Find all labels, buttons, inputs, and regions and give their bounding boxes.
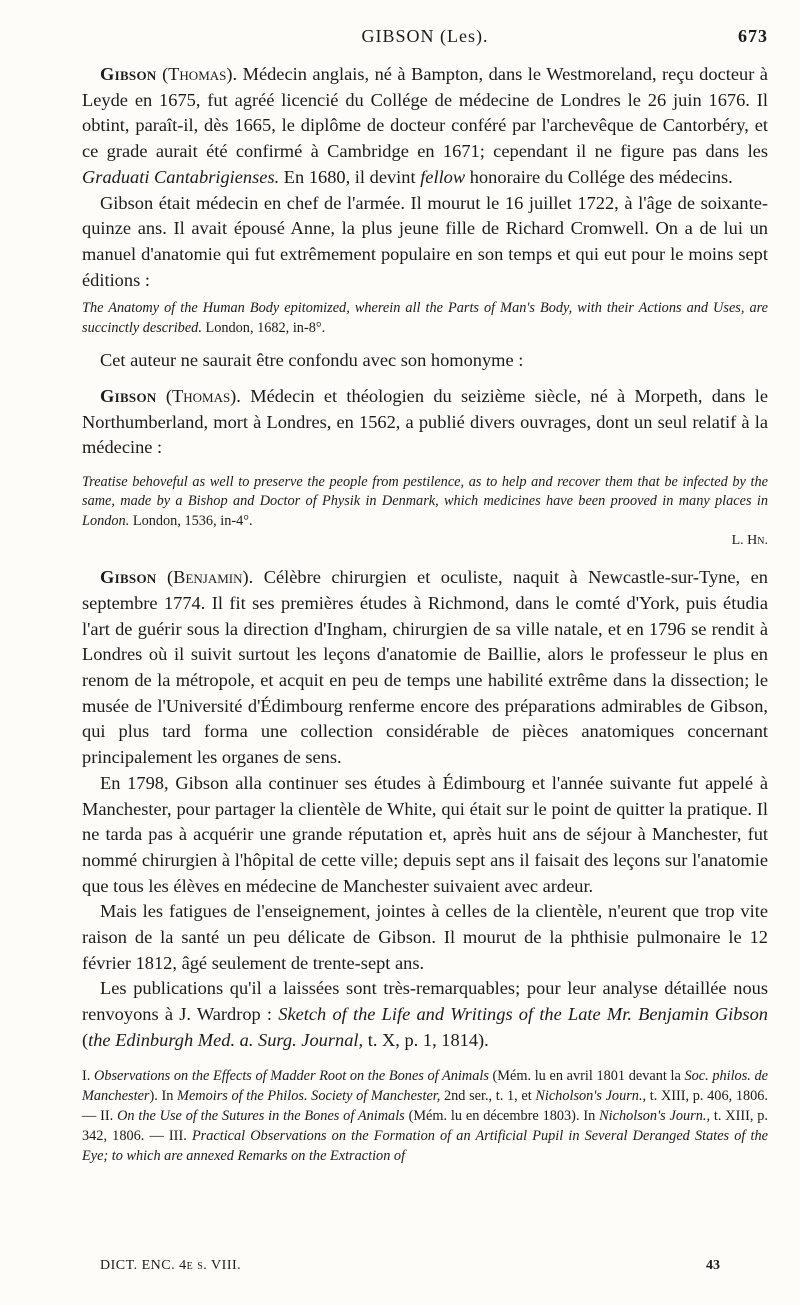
- entry-headword: Gibson: [100, 567, 157, 588]
- page-footer: [100, 1258, 720, 1280]
- signature-mark: DICT. ENC. 4e s. VIII.: [100, 1258, 242, 1273]
- entry-headword: Gibson: [100, 385, 157, 406]
- publication-list: I. Observations on the Effects of Madder Root on the Bones of Animals (Mém. lu en avril 1801 devant la Soc. philos. de Manchester). In Memoirs of the Philos. Society of Manchester, 2nd ser., t. 1, et Nicholson's Journ., t. XIII, p. 406, 1806. — II. On the Use of the Sutures in the Bones of Animals (Mém. lu en décembre 1803). In Nicholson's Journ., t. XIII, p. 342, 1806. — III. Practical Observations on the Formation of an Artificial Pupil in Several Deranged States of the Eye; to which are annexed Remarks on the Extraction of: [82, 1067, 769, 1165]
- running-title: GIBSON (Les).: [361, 26, 489, 46]
- entry-headword: Gibson: [100, 64, 157, 84]
- author-signature: L. Hn.: [731, 533, 768, 549]
- entry-qualifier: (Benjamin).: [167, 567, 254, 588]
- entry-qualifier: (Thomas).: [165, 385, 241, 406]
- page-body: [82, 62, 768, 1167]
- entry-benjamin-para-2: En 1798, Gibson alla continuer ses études à Édimbourg et l'année suivante fut appelé à Manchester, pour partager la clientèle de White, qui était sur le point de quitter la pratique. Il ne tarda pas à acquérir une grande réputation et, après huit ans de séjour à Manchester, fut nommé chirurgien à l'hôpital de cette ville; depuis sept ans il faisait des leçons sur l'anatomie que tous les élèves en médecine de Manchester suivaient avec ardeur.: [82, 772, 768, 896]
- page-number: 673: [738, 26, 768, 46]
- bibliography-entry: Treatise behoveful as well to preserve the people from pestilence, as to help and recover them that be infected by the same, made by a Bishop and Doctor of Physik in Denmark, which medicines have been prooved in many places in London. London, 1536, in-4°.: [82, 473, 768, 529]
- running-head: [82, 26, 768, 54]
- entry-benjamin-para-4: Les publications qu'il a laissées sont très-remarquables; pour leur analyse détaillée nous renvoyons à J. Wardrop : Sketch of the Life and Writings of the Late Mr. Benjamin Gibson (the Edinburgh Med. a. Surg. Journal, t. X, p. 1, 1814).: [82, 978, 768, 1050]
- entry-thomas-1-para-1: Gibson (Thomas). Médecin anglais, né à Bampton, dans le Westmoreland, reçu docteur à Leyde en 1675, fut agréé licencié du Collége de médecine de Londres le 26 juin 1676. Il obtint, paraît-il, dès 1665, le diplôme de docteur conféré par l'archevêque de Cantorbéry, et ce grade aurait été confirmé à Cambridge en 1671; cependant il ne figure pas dans les Graduati Cantabrigienses. En 1680, il devint fellow honoraire du Collége des médecins.: [82, 64, 768, 187]
- entry-qualifier: (Thomas).: [162, 64, 238, 84]
- bibliography-entry: The Anatomy of the Human Body epitomized, wherein all the Parts of Man's Body, with their Actions and Uses, are succinctly described. London, 1682, in-8°.: [82, 300, 768, 336]
- sheet-number: 43: [706, 1258, 720, 1273]
- entry-benjamin-para-3: Mais les fatigues de l'enseignement, jointes à celles de la clientèle, n'eurent que trop vite raison de la santé un peu délicate de Gibson. Il mourut de la phthisie pulmonaire le 12 février 1812, âgé seulement de trente-sept ans.: [82, 901, 768, 973]
- transition-sentence: Cet auteur ne saurait être confondu avec son homonyme :: [100, 350, 524, 371]
- entry-thomas-2-para-1: Gibson (Thomas). Médecin et théologien du seizième siècle, né à Morpeth, dans le Northumberland, mort à Londres, en 1562, a publié divers ouvrages, dont un seul relatif à la médecine :: [82, 385, 768, 458]
- entry-thomas-1-para-2: Gibson était médecin en chef de l'armée. Il mourut le 16 juillet 1722, à l'âge de soixante-quinze ans. Il avait épousé Anne, la plus jeune fille de Richard Cromwell. On a de lui un manuel d'anatomie qui fut extrêmement populaire en son temps et qui eut pour le moins sept éditions :: [82, 192, 768, 290]
- entry-benjamin-para-1: Gibson (Benjamin). Célèbre chirurgien et oculiste, naquit à Newcastle-sur-Tyne, en septembre 1774. Il fit ses premières études à Richmond, dans le comté d'York, puis étudia l'art de guérir sous la direction d'Ingham, chirurgien de sa ville natale, et en 1796 se rendit à Londres où il suivit surtout les leçons d'anatomie de Baillie, alors le professeur le plus en renom de la métropole, et acquit en peu de temps une habilité extrême dans la dissection; le musée de l'Université d'Édimbourg renferme encore des préparations admirables de Gibson, qui plus tard forma une collection considérable de pièces anatomiques concernant principalement les organes de sens.: [82, 567, 768, 768]
